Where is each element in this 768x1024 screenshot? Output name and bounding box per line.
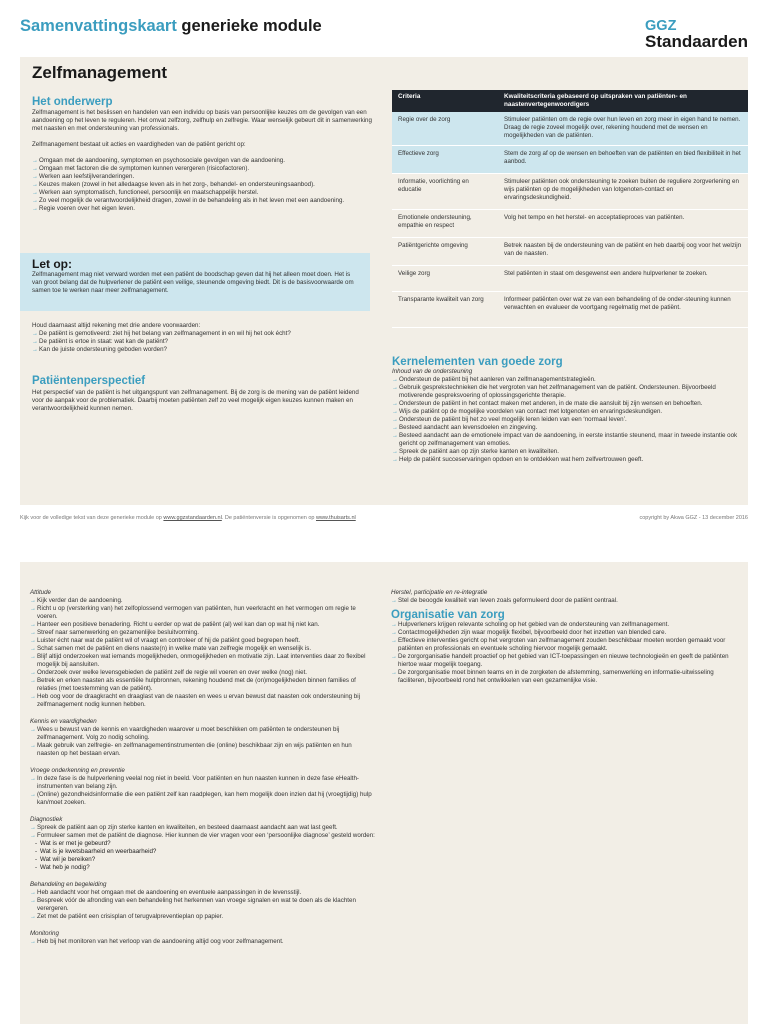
list-item: → Blijf altijd onderzoeken wat iemands mogelijkheden, onmogelijkheden en motivatie zijn. Laat interventies daar zo flexibel mogelijk bij aansluiten.: [30, 653, 375, 669]
list-item: → Wijs de patiënt op de mogelijke voordelen van contact met lotgenoten en ervaringsdeskundigen.: [392, 408, 748, 416]
list-item: → De patiënt is ertoe in staat: wat kan de patiënt?: [32, 338, 372, 346]
table-row: [392, 265, 748, 291]
list-item: → Kan de juiste ondersteuning geboden worden?: [32, 346, 372, 354]
thuisarts-link[interactable]: www.thuisarts.nl: [315, 515, 356, 521]
section-kernelementen: [392, 356, 748, 464]
letop-heading: Let op:: [32, 257, 72, 271]
list-item: → Ondersteun de patiënt bij het zo veel mogelijk leren leiden van een ‘normaal leven’.: [392, 416, 748, 424]
diagnostiek-sublist: [30, 840, 375, 872]
list-item: → Luister écht naar wat de patiënt wil of vraagt en controleer of hij de patiënt goed begrepen heeft.: [30, 637, 375, 645]
list-item: → Formuleer samen met de patiënt de diagnose. Hier kunnen de vier vragen voor een ‘persoonlijke diagnose’ gesteld worden:: [30, 832, 375, 840]
organisatie-list: [391, 621, 741, 685]
criteria-desc: Stimuleer patiënten ook ondersteuning te zoeken buiten de reguliere zorgverlening en wijs patiënten op de mogelijkheden van lotgenoten-contact en ervaringsdeskundigheid.: [498, 173, 748, 209]
table-row: [392, 112, 748, 145]
criteria-cell: Veilige zorg: [392, 265, 498, 291]
list-item: → Richt u op (versterking van) het zelfoplossend vermogen van patiënten, hun veerkracht en het vermogen om regie te voeren.: [30, 605, 375, 621]
header-title: Samenvattingskaart generieke module: [20, 17, 322, 35]
monitoring-list: [30, 938, 375, 946]
criteria-cell: Regie over de zorg: [392, 112, 498, 145]
criteria-cell: Informatie, voorlichting en educatie: [392, 173, 498, 209]
list-item: → Bespreek vóór de afronding van een behandeling het herkennen van vroege signalen en wat te doen als de klachten verergeren.: [30, 897, 375, 913]
kennis-title: Kennis en vaardigheden: [30, 718, 97, 725]
onderwerp-heading: Het onderwerp: [32, 96, 113, 108]
criteria-desc: Informeer patiënten over wat ze van een behandeling of de onder-steuning kunnen verwachten en evalueer de voortgang regelmatig met de patiënt.: [498, 291, 748, 327]
list-item: → Stel de beoogde kwaliteit van leven zoals geformuleerd door de patiënt centraal.: [391, 597, 741, 605]
list-item: - Wat is je kwetsbaarheid en weerbaarheid?: [30, 848, 375, 856]
list-item: - Wat wil je bereiken?: [30, 856, 375, 864]
criteria-desc: Volg het tempo en het herstel- en acceptatieproces van patiënten.: [498, 209, 748, 237]
diagnostiek-list: [30, 824, 375, 840]
list-item: → Omgaan met factoren die de symptomen kunnen verergeren (risicofactoren).: [32, 165, 372, 173]
list-item: → Heb aandacht voor het omgaan met de aandoening en eventuele aanpassingen in de levensstijl.: [30, 889, 375, 897]
list-item: → Contactmogelijkheden zijn waar mogelijk flexibel, bijvoorbeeld door het inzetten van blended care.: [391, 629, 741, 637]
section-patientenperspectief: [32, 375, 372, 413]
list-item: → Spreek de patiënt aan op zijn sterke kanten en kwaliteiten, en besteed daarnaast aandacht aan wat last geeft.: [30, 824, 375, 832]
list-item: → Effectieve interventies gericht op het vergroten van zelfmanagement zouden beschikbaar moeten worden gemaakt voor patiënten en professionals en eventuele scholing hiervoor mogelijk gemaakt.: [391, 637, 741, 653]
voorwaarden-list: [32, 330, 372, 354]
list-item: → Werken aan leefstijlveranderingen.: [32, 173, 372, 181]
list-item: → Omgaan met de aandoening, symptomen en psychosociale gevolgen van de aandoening.: [32, 157, 372, 165]
list-item: → Ondersteun de patiënt bij het aanleren van zelfmanagementstrategieën.: [392, 376, 748, 384]
list-item: → Heb bij het monitoren van het verloop van de aandoening altijd oog voor zelfmanagement.: [30, 938, 375, 946]
section-onderwerp: [32, 96, 372, 213]
list-item: → Betrek en erken naasten als essentiële hulpbronnen, rekening houdend met de (on)mogelijkheden binnen families of relaties (met toestemming van de patiënt).: [30, 677, 375, 693]
criteria-desc: Stem de zorg af op de wensen en behoeften van de patiënten en bied flexibiliteit in het aanbod.: [498, 145, 748, 173]
patient-heading: Patiëntenperspectief: [32, 375, 146, 387]
list-item: → Spreek de patiënt aan op zijn sterke kanten en kwaliteiten.: [392, 448, 748, 456]
list-item: → Streef naar samenwerking en gezamenlijke besluitvorming.: [30, 629, 375, 637]
ggzstandaarden-link[interactable]: www.ggzstandaarden.nl: [163, 515, 222, 521]
section-voorwaarden: [32, 322, 372, 354]
p2-left-column: [30, 589, 375, 946]
onderwerp-lead: Zelfmanagement bestaat uit acties en vaardigheden van de patiënt gericht op:: [32, 141, 246, 148]
list-item: → Onderzoek over welke levensgebieden de patiënt zelf de regie wil voeren en over welke (nog) niet.: [30, 669, 375, 677]
criteria-cell: Emotionele ondersteuning, empathie en respect: [392, 209, 498, 237]
list-item: → Gebruik gesprekstechnieken die het vergroten van het zelfmanagement van de patiënt. Ondersteunen. Bijvoorbeeld motiverende gespreksvoering of oplossingsgerichte therapie.: [392, 384, 748, 400]
herstel-title: Herstel, participatie en re-integratie: [391, 589, 488, 596]
kern-list: [392, 376, 748, 464]
list-item: → Help de patiënt succeservaringen opdoen en te ontdekken wat hem zelfvertrouwen geeft.: [392, 456, 748, 464]
list-item: → Maak gebruik van zelfregie- en zelfmanagementinstrumenten die (online) beschikbaar zijn en wijs patiënten en hun naasten op het bestaan ervan.: [30, 742, 375, 758]
list-item: → Keuzes maken (zowel in het alledaagse leven als in het zorg-, behandel- en ondersteuningsaanbod).: [32, 181, 372, 189]
kennis-list: [30, 726, 375, 758]
list-item: → Regie voeren over het eigen leven.: [32, 205, 372, 213]
monitoring-title: Monitoring: [30, 930, 59, 937]
patient-text: Het perspectief van de patiënt is het uitgangspunt van zelfmanagement. Bij de zorg is de mening van de patiënt leidend voor de aanpak voor de problematiek. Daarbij moeten patiënten zelf zo veel mogelijk eigen keuzes kunnen maken en verantwoordelijkheid kunnen nemen.: [32, 389, 359, 412]
list-item: - Wat is er met je gebeurd?: [30, 840, 375, 848]
list-item: → Zo veel mogelijk de verantwoordelijkheid dragen, zowel in de behandeling als in het leven met een aandoening.: [32, 197, 372, 205]
list-item: → Besteed aandacht aan de emotionele impact van de aandoening, in eerste instantie steunend, maar in tweede instantie ook gericht op zelfmanagement van emoties.: [392, 432, 748, 448]
list-item: → De patiënt is gemotiveerd: ziet hij het belang van zelfmanagement in en wil hij het ook écht?: [32, 330, 372, 338]
col-criteria: Criteria: [392, 90, 498, 112]
diagnostiek-title: Diagnostiek: [30, 816, 63, 823]
list-item: → (Online) gezondheidsinformatie die een patiënt zelf kan raadplegen, kan hem mogelijk doen inzien dat hij (vroegtijdig) hulp kan/moet zoeken.: [30, 791, 375, 807]
list-item: → Werken aan symptomatisch, functioneel, persoonlijk en maatschappelijk herstel.: [32, 189, 372, 197]
organisatie-heading: Organisatie van zorg: [391, 609, 505, 621]
voorwaarden-lead: Houd daarnaast altijd rekening met drie andere voorwaarden:: [32, 322, 201, 329]
criteria-desc: Stel patiënten in staat om desgewenst een andere hulpverlener te zoeken.: [498, 265, 748, 291]
list-item: → Hulpverleners krijgen relevante scholing op het gebied van de ondersteuning van zelfmanagement.: [391, 621, 741, 629]
list-item: → Schat samen met de patiënt en diens naaste(n) in welke mate van zelfregie mogelijk en wenselijk is.: [30, 645, 375, 653]
list-item: → Heb oog voor de draagkracht en draaglast van de naasten en wees u ervan bewust dat naasten ook ondersteuning bij zelfmanagement nodig kunnen hebben.: [30, 693, 375, 709]
p2-right-column: [391, 589, 741, 685]
behandeling-title: Behandeling en begeleiding: [30, 881, 107, 888]
list-item: → Zet met de patiënt een crisisplan of terugvalpreventieplan op papier.: [30, 913, 375, 921]
criteria-table: [392, 90, 748, 328]
list-item: → In deze fase is de hulpverlening veelal nog niet in beeld. Voor patiënten en hun naasten kunnen in deze fase eHealth-instrumenten van belang zijn.: [30, 775, 375, 791]
page-title: Zelfmanagement: [32, 63, 168, 82]
herstel-list: [391, 597, 741, 605]
list-item: → Ondersteun de patiënt in het contact maken met anderen, in de mate die aansluit bij zijn wensen en behoeften.: [392, 400, 748, 408]
footer-copyright: copyright by Akwa GGZ - 13 december 2016: [639, 515, 748, 521]
list-item: → Kijk verder dan de aandoening.: [30, 597, 375, 605]
criteria-desc: Stimuleer patiënten om de regie over hun leven en zorg meer in eigen hand te nemen. Draag de regie zoveel mogelijk over, rekening houdend met de wensen en mogelijkheden van de patiënten.: [498, 112, 748, 145]
letop-text: Zelfmanagement mag niet verward worden met een patiënt de boodschap geven dat hij het alleen moet doen. Het is van groot belang dat de hulpverlener de patiënt een veilige, steunende omgeving biedt. Dit is de basisvoorwaarde om samen toe te werken naar meer zelfmanagement.: [32, 271, 354, 294]
list-item: → Wees u bewust van de kennis en vaardigheden waarover u moet beschikken om patiënten te ondersteunen bij zelfmanagement. Volg zo nodig scholing.: [30, 726, 375, 742]
criteria-cell: Effectieve zorg: [392, 145, 498, 173]
table-row: [392, 173, 748, 209]
behandeling-list: [30, 889, 375, 921]
vroege-list: [30, 775, 375, 807]
ggz-logo[interactable]: GGZ Standaarden: [645, 18, 748, 51]
criteria-cell: Transparante kwaliteit van zorg: [392, 291, 498, 327]
vroege-title: Vroege onderkenning en preventie: [30, 767, 125, 774]
table-row: [392, 291, 748, 327]
table-row: [392, 145, 748, 173]
table-header: [392, 90, 748, 112]
table-row: [392, 237, 748, 265]
attitude-title: Attitude: [30, 589, 51, 596]
list-item: - Wat heb je nodig?: [30, 864, 375, 872]
letop-box: [20, 253, 370, 311]
attitude-list: [30, 597, 375, 709]
list-item: → Hanteer een positieve benadering. Richt u eerder op wat de patiënt (al) wel kan dan op wat hij niet kan.: [30, 621, 375, 629]
criteria-cell: Patiëntgerichte omgeving: [392, 237, 498, 265]
col-kwaliteit: Kwaliteitscriteria gebaseerd op uitspraken van patiënten- en naastenvertegenwoordigers: [498, 90, 748, 112]
list-item: → Besteed aandacht aan levensdoelen en zingeving.: [392, 424, 748, 432]
footer-text: Kijk voor de volledige tekst van deze generieke module op www.ggzstandaarden.nl. De patiëntenversie is opgenomen op www.thuisarts.nl: [20, 515, 356, 521]
kern-heading: Kernelementen van goede zorg: [392, 356, 563, 368]
criteria-desc: Betrek naasten bij de ondersteuning van de patiënt en heb daarbij oog voor het welzijn van de naasten.: [498, 237, 748, 265]
onderwerp-list: [32, 157, 372, 213]
list-item: → De zorgorganisatie handelt proactief op het gebied van ICT-toepassingen en nieuwe technologieën en geeft de patiënten hiertoe waar mogelijk toegang.: [391, 653, 741, 669]
onderwerp-intro: Zelfmanagement is het beslissen en handelen van een individu op basis van persoonlijke keuzes om de gevolgen van een aandoening op het leven te reguleren. Het omvat zelfzorg, zelfhulp en zelfregie. Waar wenselijk gebeurt dit in samenwerking met naasten en met ondersteuning van professionals.: [32, 109, 372, 132]
list-item: → De zorgorganisatie moet binnen teams en in de zorgketen de afstemming, samenwerking en informatie-uitwisseling faciliteren, bijvoorbeeld rond het ontwikkelen van een gezamenlijke visie.: [391, 669, 741, 685]
kern-subtitle: Inhoud van de ondersteuning: [392, 368, 473, 375]
table-row: [392, 209, 748, 237]
